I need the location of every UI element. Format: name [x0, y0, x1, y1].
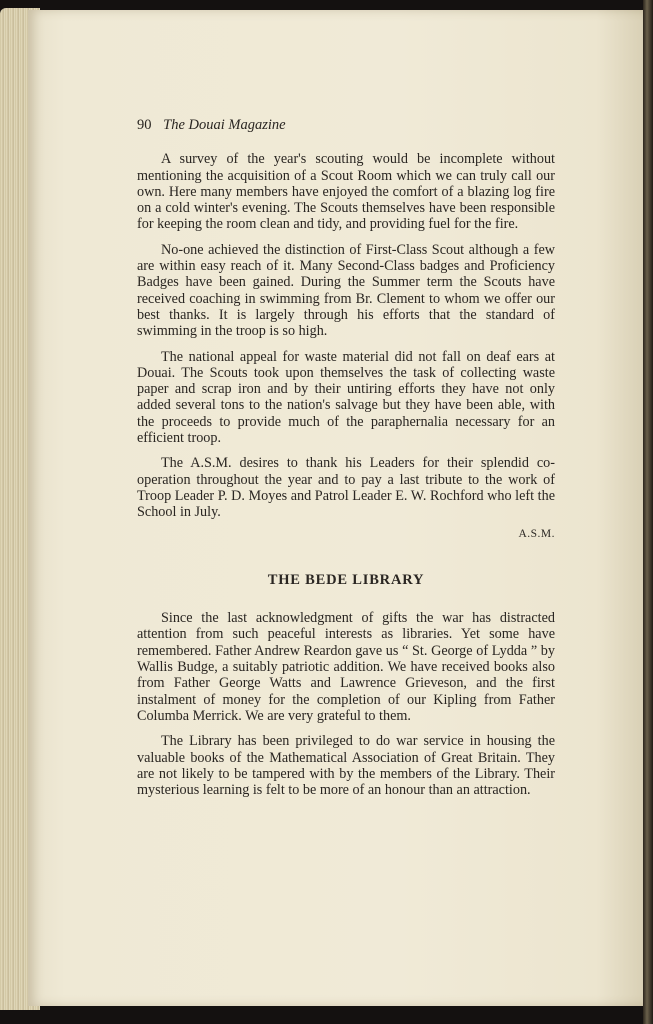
library-paragraph-1: Since the last acknowledgment of gifts the war has distracted attention from such peaceful interests as libraries. Yet some have remembered. Father Andrew Reardon gave us “ St. George of Lydda ” by Wallis Budge, a suitably patriotic addition. We have received books also from Father George Watts and Lawrence Grieveson, and the first instalment of money for the completion of our Kipling from Father Columba Merrick. We are very grateful to them. [137, 610, 555, 724]
section-heading: THE BEDE LIBRARY [267, 571, 425, 588]
scouting-paragraph-4: The A.S.M. desires to thank his Leaders for their splendid co-operation throughout the year and to pay a last tribute to the work of Troop Leader P. D. Moyes and Patrol Leader E. W. Rochford who left the School in July. [137, 455, 555, 521]
magazine-title: The Douai Magazine [163, 117, 286, 133]
scouting-paragraph-1: A survey of the year's scouting would be incomplete without mentioning the acquisition of a Scout Room which we can truly call our own. Here many members have enjoyed the comfort of a blazing log fire on a cold winter's evening. The Scouts themselves have been responsible for keeping the room clean and tidy, and providing fuel for the fire. [137, 151, 555, 233]
page-content [137, 117, 555, 807]
binding-edge [643, 0, 653, 1024]
signature: A.S.M. [518, 527, 555, 540]
page-number: 90 [137, 117, 152, 133]
scouting-paragraph-3: The national appeal for waste material did not fall on deaf ears at Douai. The Scouts took upon themselves the task of collecting waste paper and scrap iron and by their untiring efforts they have not only added several tons to the nation's salvage but they have been able, with the proceeds to provide much of the paraphernalia necessary for an efficient troop. [137, 348, 555, 447]
scouting-paragraph-2: No-one achieved the distinction of First-Class Scout although a few are within easy reach of it. Many Second-Class badges and Proficiency Badges have been gained. During the Summer term the Scouts have received coaching in swimming from Br. Clement to whom we offer our best thanks. It is largely through his efforts that the standard of swimming in the troop is so high. [137, 241, 555, 340]
library-paragraph-2: The Library has been privileged to do war service in housing the valuable books of the Mathematical Association of Great Britain. They are not likely to be tampered with by the members of the Library. Their mysterious learning is felt to be more of an honour than an attraction. [137, 733, 555, 799]
running-head [137, 117, 555, 133]
